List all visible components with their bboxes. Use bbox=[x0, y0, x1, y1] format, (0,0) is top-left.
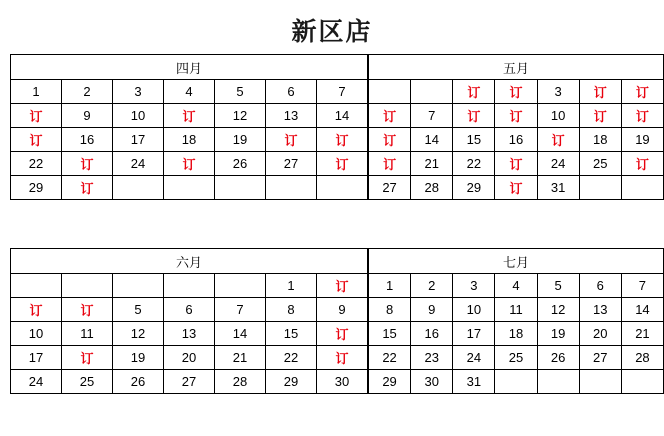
calendar-cell-booked[interactable]: 订 bbox=[453, 104, 495, 128]
calendar-cell-day[interactable]: 30 bbox=[317, 370, 368, 394]
calendar-cell-day[interactable]: 16 bbox=[411, 322, 453, 346]
calendar-cell-day[interactable]: 19 bbox=[621, 128, 663, 152]
calendar-cell-day[interactable]: 21 bbox=[215, 346, 266, 370]
calendar-cell-day[interactable]: 6 bbox=[266, 80, 317, 104]
calendar-cell-day[interactable]: 15 bbox=[369, 322, 411, 346]
calendar-cell-day[interactable]: 26 bbox=[215, 152, 266, 176]
calendar-cell-day[interactable]: 14 bbox=[411, 128, 453, 152]
calendar-cell-booked[interactable]: 订 bbox=[62, 346, 113, 370]
calendar-cell-day[interactable]: 19 bbox=[537, 322, 579, 346]
calendar-cell-day[interactable]: 3 bbox=[113, 80, 164, 104]
calendar-cell-day[interactable]: 14 bbox=[317, 104, 368, 128]
calendar-cell-day[interactable]: 8 bbox=[266, 298, 317, 322]
calendar-cell-day[interactable]: 9 bbox=[317, 298, 368, 322]
calendar-cell-empty bbox=[317, 176, 368, 200]
calendar-cell-booked[interactable]: 订 bbox=[11, 298, 62, 322]
calendar-cell-empty bbox=[369, 80, 411, 104]
calendar-cell-empty bbox=[495, 370, 537, 394]
calendar-cell-day[interactable]: 9 bbox=[411, 298, 453, 322]
calendar-cell-empty bbox=[164, 274, 215, 298]
calendar-cell-booked[interactable]: 订 bbox=[317, 346, 368, 370]
calendar-cell-booked[interactable]: 订 bbox=[495, 104, 537, 128]
calendar-cell-booked[interactable]: 订 bbox=[453, 80, 495, 104]
calendar-cell-day[interactable]: 30 bbox=[411, 370, 453, 394]
calendar-cell-day[interactable]: 3 bbox=[453, 274, 495, 298]
calendar-cell-day[interactable]: 24 bbox=[11, 370, 62, 394]
calendar-week-row bbox=[369, 104, 664, 128]
calendar-cell-day[interactable]: 7 bbox=[317, 80, 368, 104]
calendar-cell-empty bbox=[579, 176, 621, 200]
calendar-cell-booked[interactable]: 订 bbox=[369, 152, 411, 176]
calendar-week-row bbox=[11, 128, 368, 152]
calendar-cell-booked[interactable]: 订 bbox=[62, 152, 113, 176]
calendar-cell-booked[interactable]: 订 bbox=[317, 128, 368, 152]
calendar-week-row bbox=[11, 80, 368, 104]
calendar-cell-day[interactable]: 14 bbox=[215, 322, 266, 346]
calendar-week-row bbox=[11, 176, 368, 200]
calendar-week-row bbox=[369, 128, 664, 152]
calendar-cell-day[interactable]: 17 bbox=[113, 128, 164, 152]
calendar-cell-day[interactable]: 11 bbox=[495, 298, 537, 322]
calendar-cell-day[interactable]: 1 bbox=[266, 274, 317, 298]
month-body bbox=[11, 274, 368, 394]
calendar-week-row bbox=[369, 322, 664, 346]
calendar-cell-day[interactable]: 13 bbox=[579, 298, 621, 322]
calendar-cell-day[interactable]: 25 bbox=[62, 370, 113, 394]
calendar-week-row bbox=[369, 176, 664, 200]
calendar-cell-day[interactable]: 2 bbox=[62, 80, 113, 104]
calendar-cell-booked[interactable]: 订 bbox=[537, 128, 579, 152]
calendar-cell-empty bbox=[11, 274, 62, 298]
calendar-cell-day[interactable]: 16 bbox=[62, 128, 113, 152]
calendar-week-row bbox=[369, 370, 664, 394]
calendar-cell-day[interactable]: 10 bbox=[11, 322, 62, 346]
calendar-cell-day[interactable]: 4 bbox=[495, 274, 537, 298]
calendar-cell-day[interactable]: 22 bbox=[369, 346, 411, 370]
calendar-cell-day[interactable]: 4 bbox=[164, 80, 215, 104]
calendar-cell-day[interactable]: 25 bbox=[579, 152, 621, 176]
calendar-cell-empty bbox=[215, 274, 266, 298]
month-body bbox=[369, 274, 664, 394]
calendar-cell-day[interactable]: 5 bbox=[113, 298, 164, 322]
calendar-cell-booked[interactable]: 订 bbox=[369, 104, 411, 128]
calendar-cell-day[interactable]: 20 bbox=[579, 322, 621, 346]
calendar-cell-day[interactable]: 3 bbox=[537, 80, 579, 104]
calendar-week-row bbox=[11, 104, 368, 128]
calendar-cell-day[interactable]: 27 bbox=[266, 152, 317, 176]
calendar-cell-day[interactable]: 27 bbox=[164, 370, 215, 394]
calendar-cell-day[interactable]: 31 bbox=[537, 176, 579, 200]
calendar-cell-booked[interactable]: 订 bbox=[164, 152, 215, 176]
calendar-week-row bbox=[11, 298, 368, 322]
calendar-cell-day[interactable]: 27 bbox=[369, 176, 411, 200]
calendar-cell-day[interactable]: 29 bbox=[266, 370, 317, 394]
calendar-grid bbox=[0, 48, 664, 420]
calendar-cell-day[interactable]: 10 bbox=[537, 104, 579, 128]
calendar-cell-booked[interactable]: 订 bbox=[164, 104, 215, 128]
calendar-cell-booked[interactable]: 订 bbox=[266, 128, 317, 152]
calendar-cell-day[interactable]: 12 bbox=[215, 104, 266, 128]
calendar-cell-day[interactable]: 21 bbox=[621, 322, 663, 346]
calendar-cell-day[interactable]: 11 bbox=[62, 322, 113, 346]
calendar-cell-day[interactable]: 7 bbox=[621, 274, 663, 298]
calendar-cell-day[interactable]: 22 bbox=[11, 152, 62, 176]
calendar-week-row bbox=[11, 274, 368, 298]
calendar-cell-day[interactable]: 29 bbox=[453, 176, 495, 200]
calendar-cell-day[interactable]: 12 bbox=[113, 322, 164, 346]
calendar-cell-day[interactable]: 17 bbox=[11, 346, 62, 370]
calendar-cell-day[interactable]: 1 bbox=[11, 80, 62, 104]
calendar-cell-booked[interactable]: 订 bbox=[317, 274, 368, 298]
calendar-cell-day[interactable]: 28 bbox=[621, 346, 663, 370]
calendar-week-row bbox=[369, 346, 664, 370]
calendar-cell-day[interactable]: 21 bbox=[411, 152, 453, 176]
calendar-cell-day[interactable]: 18 bbox=[164, 128, 215, 152]
calendar-cell-day[interactable]: 31 bbox=[453, 370, 495, 394]
calendar-cell-day[interactable]: 8 bbox=[369, 298, 411, 322]
calendar-cell-booked[interactable]: 订 bbox=[317, 322, 368, 346]
calendar-cell-day[interactable]: 10 bbox=[453, 298, 495, 322]
calendar-week-row bbox=[369, 298, 664, 322]
calendar-cell-booked[interactable]: 订 bbox=[11, 128, 62, 152]
calendar-cell-booked[interactable]: 订 bbox=[621, 152, 663, 176]
calendar-cell-day[interactable]: 28 bbox=[411, 176, 453, 200]
calendar-cell-day[interactable]: 17 bbox=[453, 322, 495, 346]
calendar-cell-day[interactable]: 14 bbox=[621, 298, 663, 322]
calendar-cell-booked[interactable]: 订 bbox=[369, 128, 411, 152]
calendar-month-1 bbox=[368, 54, 664, 200]
calendar-cell-day[interactable]: 6 bbox=[579, 274, 621, 298]
month-title: 六月 bbox=[11, 249, 368, 274]
calendar-week-row bbox=[369, 80, 664, 104]
month-body bbox=[11, 80, 368, 200]
month-body bbox=[369, 80, 664, 200]
calendar-cell-booked[interactable]: 订 bbox=[495, 152, 537, 176]
calendar-cell-day[interactable]: 13 bbox=[164, 322, 215, 346]
calendar-cell-empty bbox=[113, 274, 164, 298]
calendar-cell-day[interactable]: 5 bbox=[537, 274, 579, 298]
calendar-cell-day[interactable]: 23 bbox=[411, 346, 453, 370]
month-title: 四月 bbox=[11, 55, 368, 80]
month-title: 七月 bbox=[369, 249, 664, 274]
page-title: 新区店 bbox=[291, 18, 373, 46]
calendar-cell-booked[interactable]: 订 bbox=[579, 80, 621, 104]
calendar-cell-day[interactable]: 29 bbox=[11, 176, 62, 200]
calendar-cell-empty bbox=[266, 176, 317, 200]
calendar-cell-booked[interactable]: 订 bbox=[621, 104, 663, 128]
calendar-cell-booked[interactable]: 订 bbox=[621, 80, 663, 104]
calendar-cell-empty bbox=[113, 176, 164, 200]
calendar-cell-day[interactable]: 9 bbox=[62, 104, 113, 128]
calendar-cell-empty bbox=[164, 176, 215, 200]
calendar-cell-empty bbox=[215, 176, 266, 200]
calendar-cell-empty bbox=[579, 370, 621, 394]
calendar-month-0 bbox=[10, 54, 368, 200]
calendar-cell-day[interactable]: 22 bbox=[266, 346, 317, 370]
calendar-cell-booked[interactable]: 订 bbox=[579, 104, 621, 128]
calendar-cell-booked[interactable]: 订 bbox=[62, 176, 113, 200]
calendar-cell-day[interactable]: 12 bbox=[537, 298, 579, 322]
calendar-cell-booked[interactable]: 订 bbox=[495, 80, 537, 104]
calendar-cell-empty bbox=[621, 176, 663, 200]
calendar-week-row bbox=[369, 274, 664, 298]
calendar-cell-day[interactable]: 27 bbox=[579, 346, 621, 370]
calendar-cell-day[interactable]: 19 bbox=[215, 128, 266, 152]
calendar-cell-day[interactable]: 26 bbox=[113, 370, 164, 394]
calendar-cell-day[interactable]: 19 bbox=[113, 346, 164, 370]
calendar-cell-day[interactable]: 15 bbox=[453, 128, 495, 152]
calendar-cell-day[interactable]: 22 bbox=[453, 152, 495, 176]
calendar-month-3 bbox=[368, 248, 664, 394]
calendar-cell-day[interactable]: 7 bbox=[215, 298, 266, 322]
calendar-cell-empty bbox=[411, 80, 453, 104]
calendar-cell-day[interactable]: 25 bbox=[495, 346, 537, 370]
calendar-cell-empty bbox=[62, 274, 113, 298]
calendar-cell-booked[interactable]: 订 bbox=[317, 152, 368, 176]
calendar-cell-day[interactable]: 29 bbox=[369, 370, 411, 394]
calendar-cell-booked[interactable]: 订 bbox=[11, 104, 62, 128]
calendar-cell-booked[interactable]: 订 bbox=[495, 176, 537, 200]
calendar-cell-day[interactable]: 16 bbox=[495, 128, 537, 152]
calendar-week-row bbox=[11, 370, 368, 394]
calendar-cell-day[interactable]: 1 bbox=[369, 274, 411, 298]
calendar-cell-day[interactable]: 5 bbox=[215, 80, 266, 104]
calendar-cell-day[interactable]: 7 bbox=[411, 104, 453, 128]
calendar-cell-empty bbox=[621, 370, 663, 394]
calendar-cell-day[interactable]: 18 bbox=[495, 322, 537, 346]
calendar-cell-day[interactable]: 24 bbox=[113, 152, 164, 176]
calendar-cell-day[interactable]: 10 bbox=[113, 104, 164, 128]
calendar-cell-empty bbox=[537, 370, 579, 394]
calendar-cell-day[interactable]: 26 bbox=[537, 346, 579, 370]
month-title: 五月 bbox=[369, 55, 664, 80]
calendar-week-row bbox=[11, 322, 368, 346]
calendar-cell-day[interactable]: 24 bbox=[537, 152, 579, 176]
calendar-cell-day[interactable]: 18 bbox=[579, 128, 621, 152]
calendar-cell-day[interactable]: 6 bbox=[164, 298, 215, 322]
calendar-cell-day[interactable]: 24 bbox=[453, 346, 495, 370]
calendar-week-row bbox=[369, 152, 664, 176]
calendar-cell-day[interactable]: 15 bbox=[266, 322, 317, 346]
calendar-cell-day[interactable]: 2 bbox=[411, 274, 453, 298]
calendar-cell-booked[interactable]: 订 bbox=[62, 298, 113, 322]
calendar-week-row bbox=[11, 152, 368, 176]
calendar-week-row bbox=[11, 346, 368, 370]
calendar-cell-day[interactable]: 28 bbox=[215, 370, 266, 394]
calendar-month-2 bbox=[10, 248, 368, 394]
calendar-cell-day[interactable]: 13 bbox=[266, 104, 317, 128]
calendar-cell-day[interactable]: 20 bbox=[164, 346, 215, 370]
